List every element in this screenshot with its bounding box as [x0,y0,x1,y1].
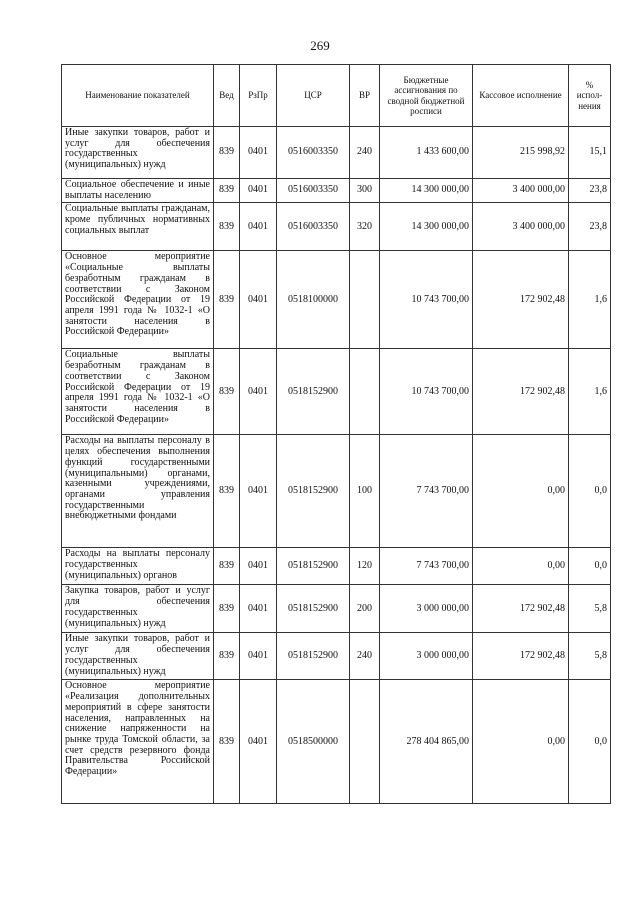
cell-csr: 0518100000 [277,251,350,349]
cell-pct: 23,8 [569,179,611,203]
cell-cash: 172 902,48 [473,633,569,680]
cell-ved: 839 [214,349,240,435]
header-csr: ЦСР [277,65,350,127]
cell-name: Иные закупки товаров, работ и услуг для обеспечения государственных (муниципальных) нужд [62,127,214,179]
cell-rzpr: 0401 [240,203,277,251]
cell-vr: 100 [350,435,380,548]
cell-name: Социальные выплаты безработным гражданам в соответствии с Законом Российской Федерации от 19 апреля 1991 года № 1032-1 «О занятости населения в Российской Федерации» [62,349,214,435]
header-ved: Вед [214,65,240,127]
cell-budget: 7 743 700,00 [380,548,473,585]
cell-name: Закупка товаров, работ и услуг для обеспечения государственных (муниципальных) нужд [62,585,214,633]
cell-rzpr: 0401 [240,349,277,435]
cell-csr: 0518500000 [277,680,350,804]
table-header-row [62,65,611,127]
cell-name: Социальное обеспечение и иные выплаты населению [62,179,214,203]
cell-name: Иные закупки товаров, работ и услуг для обеспечения государственных (муниципальных) нужд [62,633,214,680]
cell-cash: 172 902,48 [473,585,569,633]
header-rzpr: РзПр [240,65,277,127]
cell-vr: 240 [350,633,380,680]
table-row [62,680,611,804]
cell-budget: 14 300 000,00 [380,203,473,251]
cell-name: Расходы на выплаты персоналу в целях обеспечения выполнения функций государственными (муниципальными) органами, казенными учреждениями, органами управления государственными внебюджетными фондами [62,435,214,548]
cell-csr: 0518152900 [277,633,350,680]
cell-budget: 1 433 600,00 [380,127,473,179]
cell-vr [350,251,380,349]
cell-pct: 5,8 [569,633,611,680]
cell-pct: 15,1 [569,127,611,179]
cell-name: Социальные выплаты гражданам, кроме публичных нормативных социальных выплат [62,203,214,251]
cell-budget: 3 000 000,00 [380,585,473,633]
cell-csr: 0518152900 [277,349,350,435]
table-row [62,179,611,203]
cell-vr [350,349,380,435]
cell-budget: 10 743 700,00 [380,349,473,435]
header-vr: ВР [350,65,380,127]
table-row [62,349,611,435]
cell-rzpr: 0401 [240,179,277,203]
cell-cash: 172 902,48 [473,349,569,435]
cell-pct: 0,0 [569,548,611,585]
cell-cash: 0,00 [473,548,569,585]
cell-rzpr: 0401 [240,548,277,585]
header-name: Наименование показателей [62,65,214,127]
cell-ved: 839 [214,585,240,633]
cell-vr: 320 [350,203,380,251]
cell-rzpr: 0401 [240,251,277,349]
cell-pct: 23,8 [569,203,611,251]
cell-name: Расходы на выплаты персоналу государственных (муниципальных) органов [62,548,214,585]
cell-rzpr: 0401 [240,585,277,633]
cell-ved: 839 [214,633,240,680]
cell-pct: 1,6 [569,251,611,349]
cell-ved: 839 [214,251,240,349]
cell-pct: 1,6 [569,349,611,435]
cell-budget: 278 404 865,00 [380,680,473,804]
cell-vr: 200 [350,585,380,633]
cell-cash: 172 902,48 [473,251,569,349]
header-pct: % испол-нения [569,65,611,127]
table-row [62,633,611,680]
cell-name: Основное мероприятие «Реализация дополнительных мероприятий в сфере занятости населения, направленных на снижение напряженности на рынке труда Томской области, за счет средств резервного фонда Правительства Российской Федерации» [62,680,214,804]
cell-csr: 0518152900 [277,435,350,548]
cell-csr: 0516003350 [277,203,350,251]
table-row [62,203,611,251]
cell-vr: 120 [350,548,380,585]
cell-rzpr: 0401 [240,435,277,548]
cell-pct: 5,8 [569,585,611,633]
cell-ved: 839 [214,435,240,548]
cell-budget: 7 743 700,00 [380,435,473,548]
table-row [62,548,611,585]
cell-vr [350,680,380,804]
table-row [62,435,611,548]
table-body [62,127,611,804]
cell-rzpr: 0401 [240,680,277,804]
cell-pct: 0,0 [569,435,611,548]
cell-csr: 0516003350 [277,179,350,203]
cell-csr: 0518152900 [277,585,350,633]
cell-cash: 0,00 [473,680,569,804]
table-row [62,585,611,633]
cell-ved: 839 [214,179,240,203]
cell-name: Основное мероприятие «Социальные выплаты безработным гражданам в соответствии с Законом Российской Федерации от 19 апреля 1991 года № 1032-1 «О занятости населения в Российской Федерации» [62,251,214,349]
cell-vr: 300 [350,179,380,203]
cell-pct: 0,0 [569,680,611,804]
cell-vr: 240 [350,127,380,179]
table-row [62,251,611,349]
cell-ved: 839 [214,680,240,804]
cell-ved: 839 [214,127,240,179]
cell-rzpr: 0401 [240,127,277,179]
cell-budget: 10 743 700,00 [380,251,473,349]
table-row [62,127,611,179]
cell-cash: 0,00 [473,435,569,548]
cell-cash: 3 400 000,00 [473,179,569,203]
cell-csr: 0516003350 [277,127,350,179]
cell-budget: 14 300 000,00 [380,179,473,203]
cell-budget: 3 000 000,00 [380,633,473,680]
page-number: 269 [310,38,330,53]
header-cash: Кассовое исполнение [473,65,569,127]
cell-cash: 3 400 000,00 [473,203,569,251]
cell-ved: 839 [214,548,240,585]
cell-csr: 0518152900 [277,548,350,585]
budget-table [61,64,611,804]
header-budget: Бюджетные ассигнования по сводной бюджетной росписи [380,65,473,127]
cell-rzpr: 0401 [240,633,277,680]
cell-ved: 839 [214,203,240,251]
cell-cash: 215 998,92 [473,127,569,179]
